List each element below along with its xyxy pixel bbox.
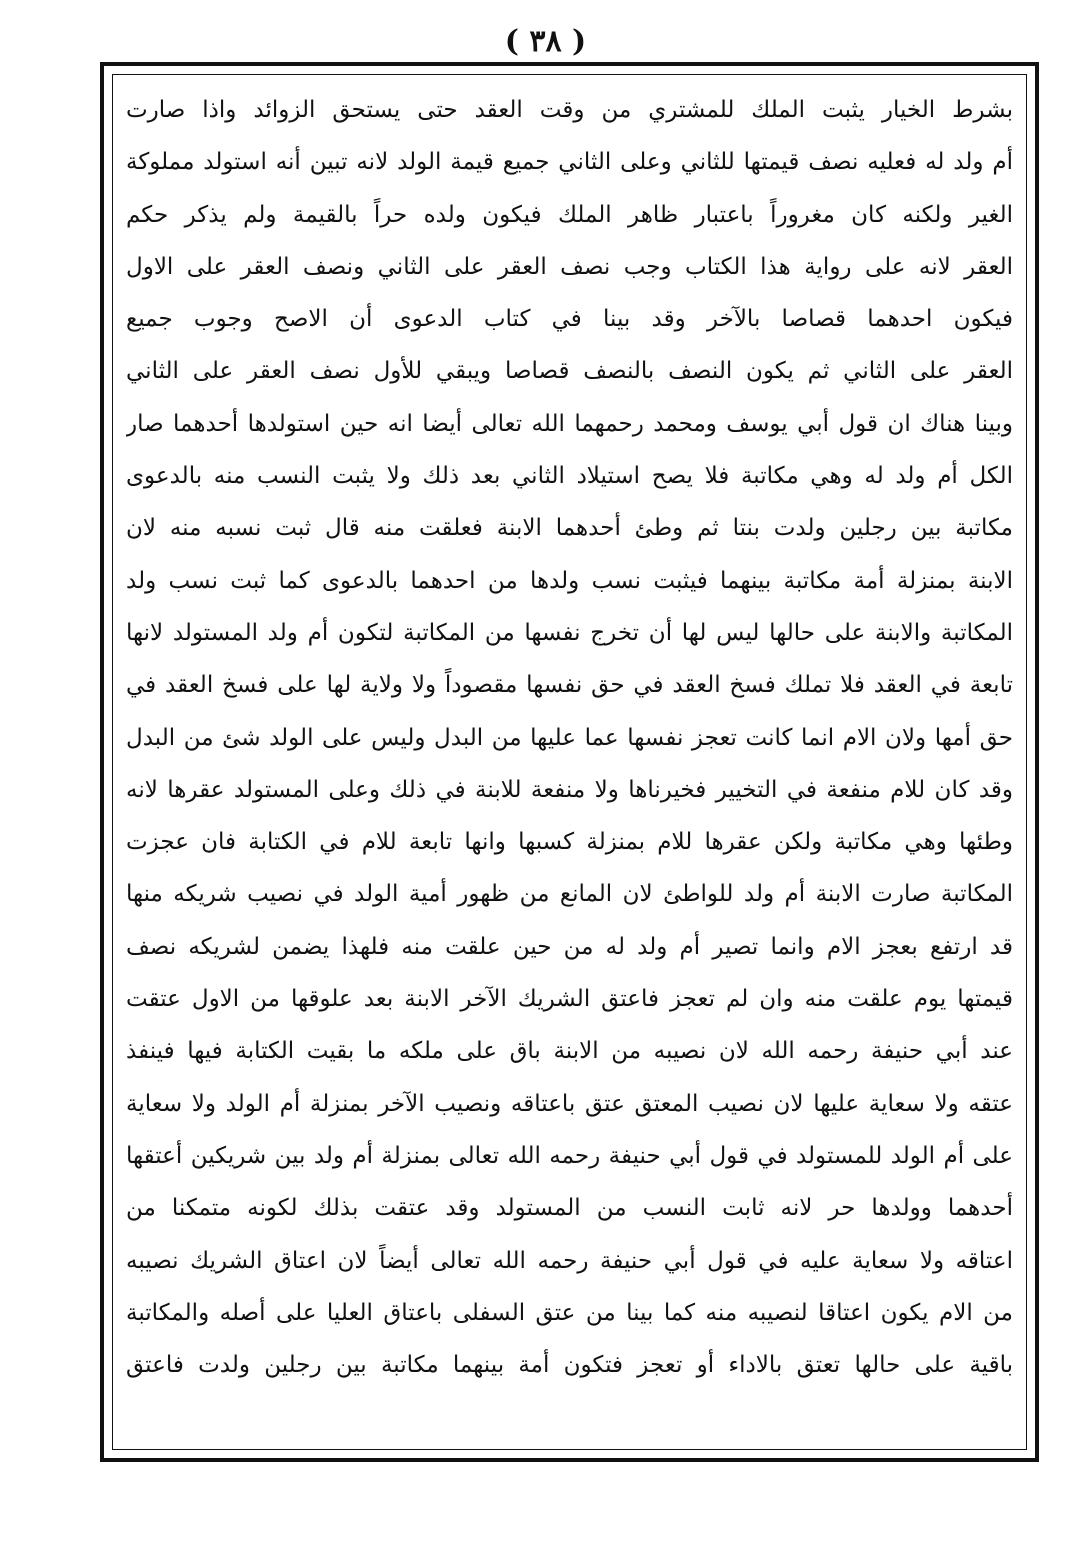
text-line: الكل أم ولد له وهي مكاتبة فلا يصح استيلاد الثاني بعد ذلك ولا يثبت النسب منه بالدعوى (126, 463, 1013, 490)
text-line: باقية على حالها تعتق بالاداء أو تعجز فتكون أمة بينهما مكاتبة بين رجلين ولدت فاعتق (126, 1352, 1013, 1379)
page-frame (100, 62, 1039, 1462)
text-line: قد ارتفع بعجز الام وانما تصير أم ولد له من حين علقت منه فلهذا يضمن لشريكه نصف (126, 933, 1013, 960)
text-line: حق أمها ولان الام انما كانت تعجز نفسها عما عليها من البدل وليس على الولد شئ من البدل (126, 724, 1013, 751)
text-line: المكاتبة صارت الابنة أم ولد للواطئ لان المانع من ظهور أمية الولد في نصيب شريكه منها (126, 881, 1013, 908)
text-line: عند أبي حنيفة رحمه الله لان نصيبه من الابنة باق على ملكه ما بقيت الكتابة فيها فينفذ (126, 1038, 1013, 1065)
text-line: من الام يكون اعتاقا لنصيبه منه كما بينا من عتق السفلى باعتاق العليا على أصله والمكاتبة (126, 1299, 1013, 1326)
text-line: الغير ولكنه كان مغروراً باعتبار ظاهر الملك فيكون ولده حراً بالقيمة ولم يذكر حكم (126, 201, 1013, 228)
text-line: أم ولد له فعليه نصف قيمتها للثاني وعلى الثاني جميع قيمة الولد لانه تبين أنه استولد مملوكة (126, 149, 1013, 176)
text-line: المكاتبة والابنة على حالها ليس لها أن تخرج نفسها من المكاتبة لتكون أم ولد المستولد لانها (126, 619, 1013, 646)
text-line: مكاتبة بين رجلين ولدت بنتا ثم وطئ أحدهما الابنة فعلقت منه قال ثبت نسبه منه لان (126, 515, 1013, 542)
text-body (126, 84, 1013, 1391)
text-line: اعتاقه ولا سعاية عليه في قول أبي حنيفة رحمه الله تعالى أيضاً لان اعتاق الشريك نصيبه (126, 1247, 1013, 1274)
text-line: أحدهما وولدها حر لانه ثابت النسب من المستولد وقد عتقت بذلك لكونه متمكنا من (126, 1195, 1013, 1222)
text-line: فيكون احدهما قصاصا بالآخر وقد بينا في كتاب الدعوى أن الاصح وجوب جميع (126, 306, 1013, 333)
text-line: قيمتها يوم علقت منه وان لم تعجز فاعتق الشريك الآخر الابنة بعد علوقها من الاول عتقت (126, 986, 1013, 1013)
text-line: وبينا هناك ان قول أبي يوسف ومحمد رحمهما الله تعالى أيضا انه حين استولدها أحدهما صار (126, 410, 1013, 437)
text-line: وقد كان للام منفعة في التخيير فخيرناها ولا منفعة للابنة في ذلك وعلى المستولد عقرها لانه (126, 776, 1013, 803)
text-line: العقر لانه على رواية هذا الكتاب وجب نصف العقر على الثاني ونصف العقر على الاول (126, 253, 1013, 280)
text-line: عتقه ولا سعاية عليها لان نصيب المعتق عتق باعتاقه ونصيب الآخر بمنزلة أم الولد ولا سعاية (126, 1090, 1013, 1117)
text-line: العقر على الثاني ثم يكون النصف بالنصف قصاصا ويبقي للأول نصف العقر على الثاني (126, 358, 1013, 385)
text-line: الابنة بمنزلة أمة مكاتبة بينهما فيثبت نسب ولدها من احدهما بالدعوى كما ثبت نسب ولد (126, 567, 1013, 594)
text-line: على أم الولد للمستولد في قول أبي حنيفة رحمه الله تعالى بمنزلة أم ولد بين شريكين أعتقها (126, 1142, 1013, 1169)
page-number: ( ٣٨ ) (504, 24, 587, 59)
text-line: بشرط الخيار يثبت الملك للمشتري من وقت العقد حتى يستحق الزوائد واذا صارت (126, 97, 1013, 123)
text-line: وطئها وهي مكاتبة ولكن عقرها للام بمنزلة كسبها وانها تابعة للام في الكتابة فان عجزت (126, 829, 1013, 856)
text-line: تابعة في العقد فلا تملك فسخ العقد في حق نفسها مقصوداً ولا ولاية لها على فسخ العقد في (126, 672, 1013, 699)
